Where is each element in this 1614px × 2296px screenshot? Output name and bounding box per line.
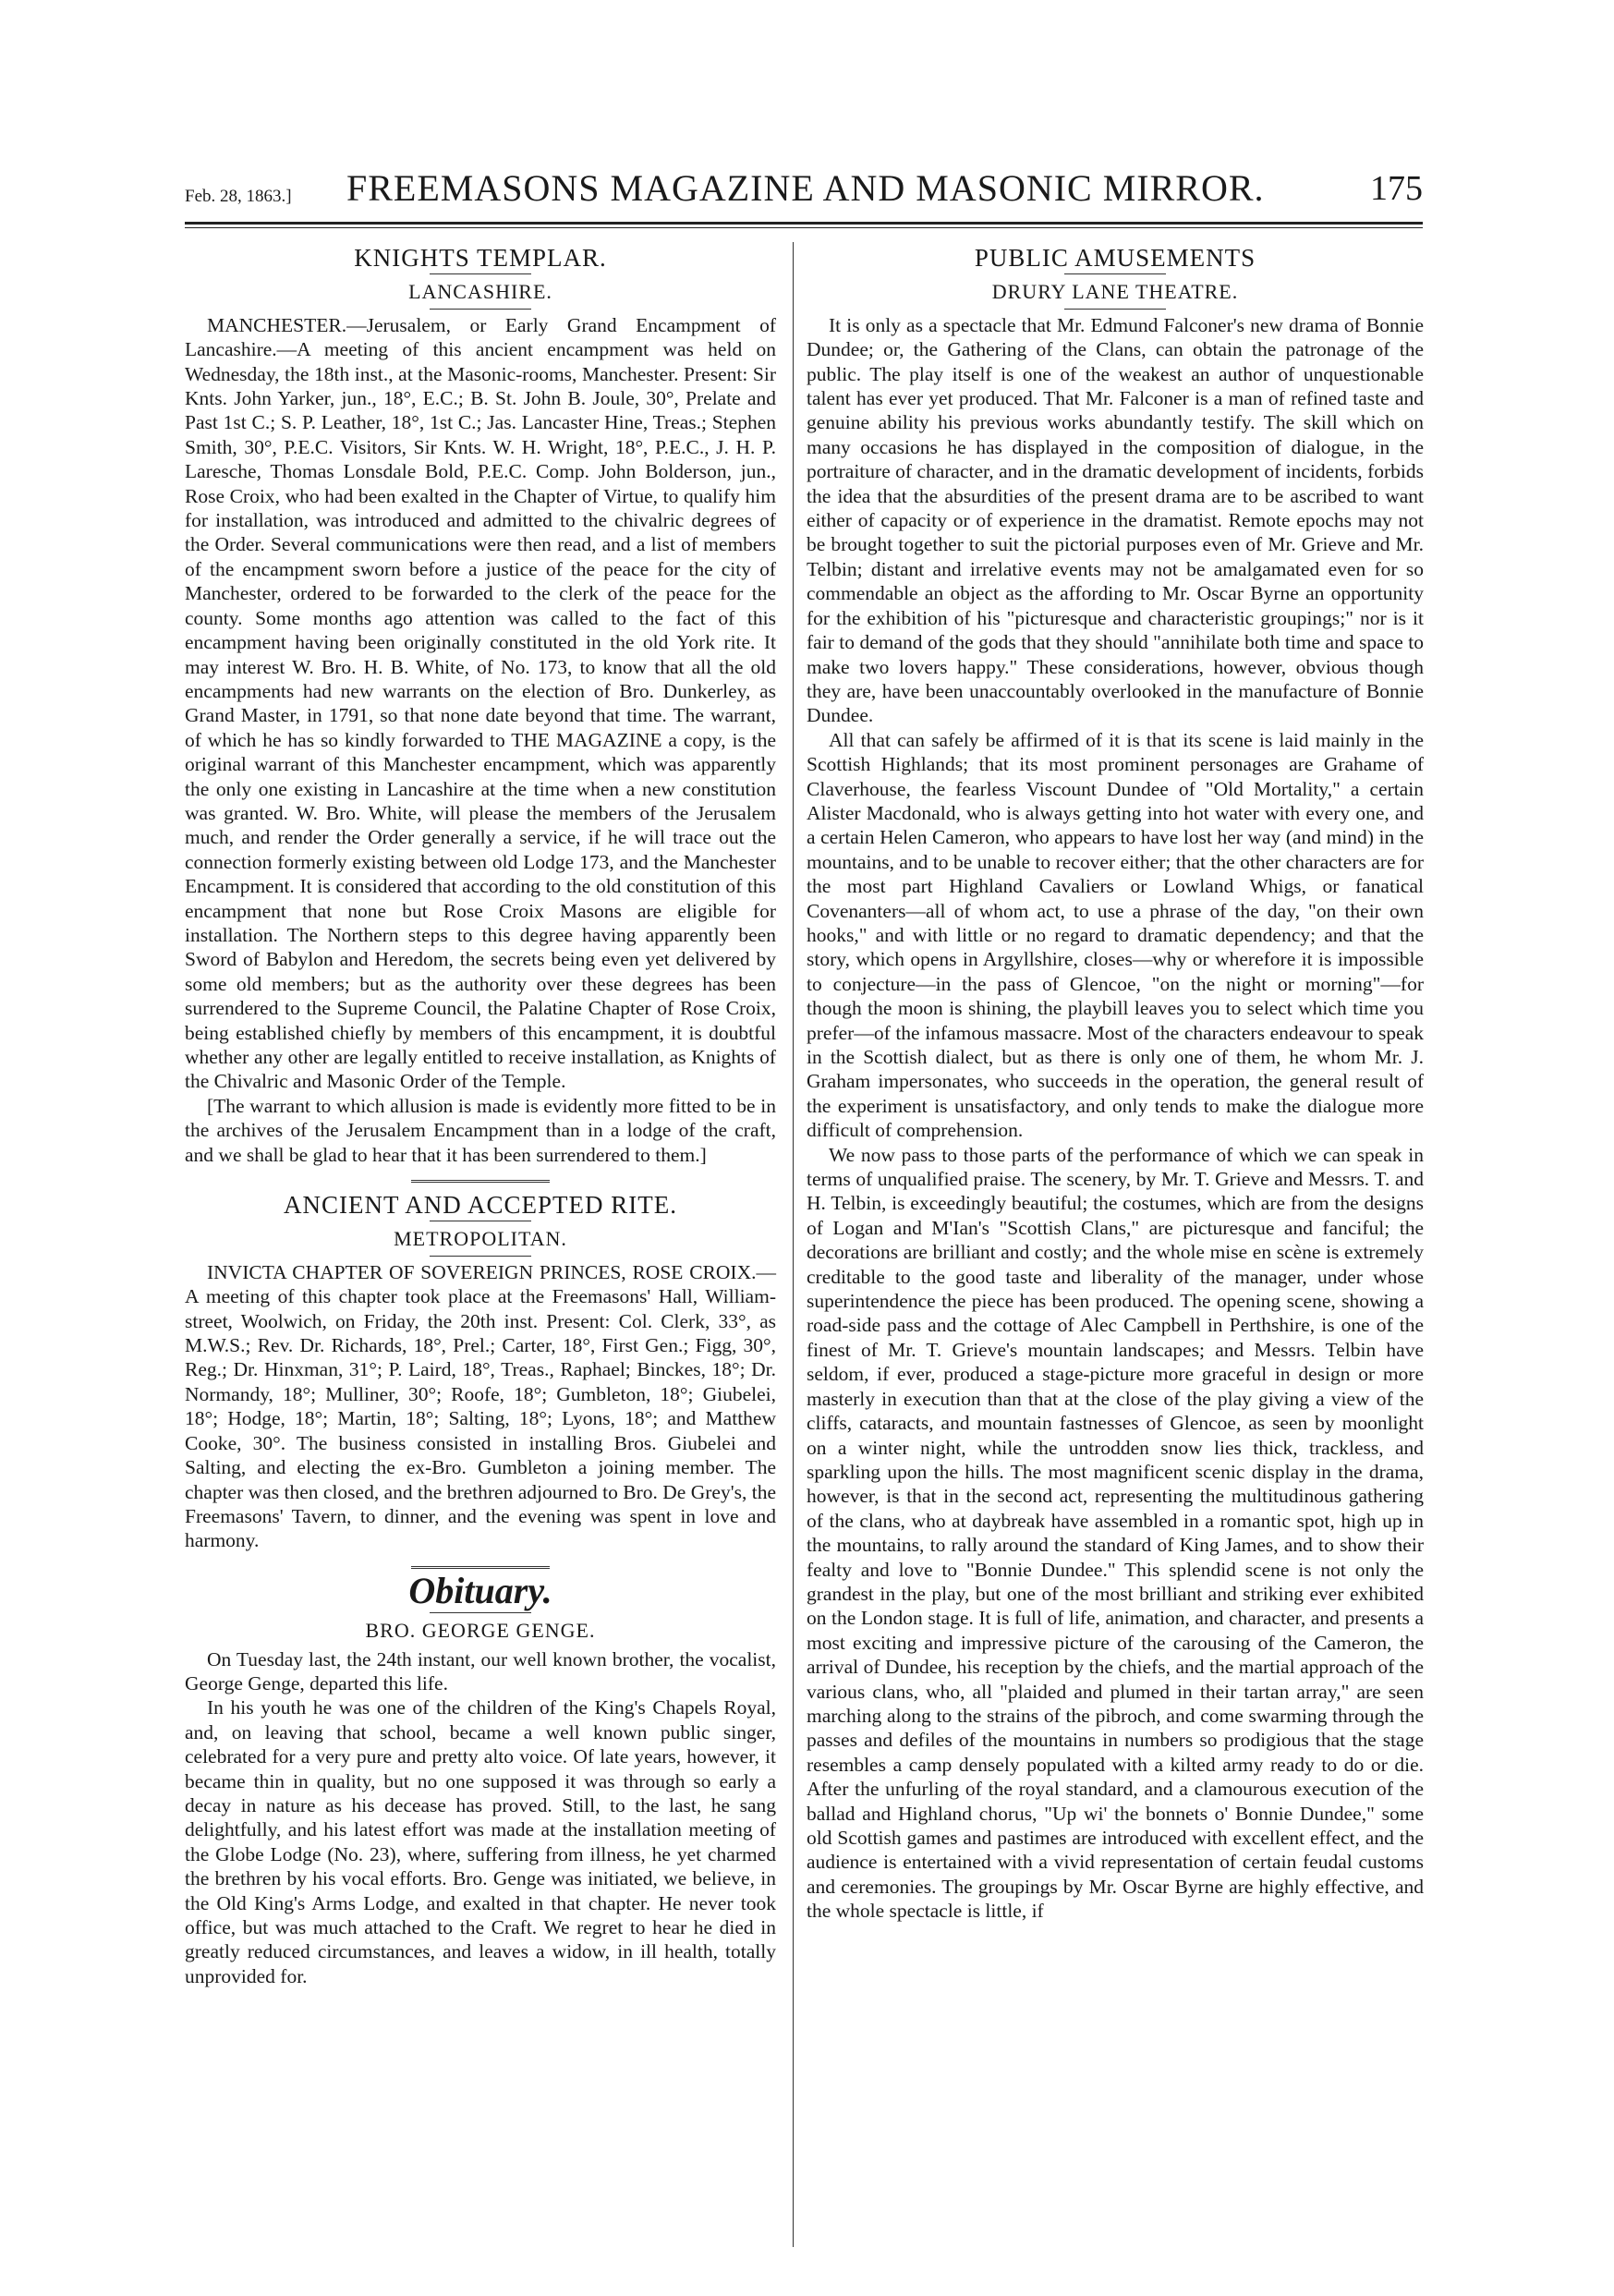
obituary-article [185, 1569, 776, 1989]
paragraph: We now pass to those parts of the performance of which we can speak in terms of unqualified praise. The scenery, by Mr. T. Grieve and Messrs. T. and H. Telbin, is exceedingly beautiful; the costumes, which are from the designs of Logan and M'Ian's "Scottish Clans," are picturesque and fanciful; the decorations are brilliant and costly; and the whole mise en scène is extremely creditable to the good taste and liberality of the manager, under whose superintendence the piece has been produced. The opening scene, showing a road-side pass and the cottage of Alec Campbell in Perthshire, is one of the finest of Mr. T. Grieve's mountain landscapes; and Messrs. Telbin have seldom, if ever, produced a stage-picture more graceful in design or more masterly in execution than that at the close of the play giving a view of the cliffs, cataracts, and mountain fastnesses of Glencoe, as seen by moonlight on a winter night, while the untrodden snow lies thick, trackless, and sparkling upon the hills. The most magnificent scenic display in the drama, however, is that in the second act, representing the multitudinous gathering of the clans, who at daybreak have assembled in a romantic spot, high up in the mountains, to rally around the standard of King James, and to show their fealty and love to "Bonnie Dundee." This splendid scene is not only the grandest in the play, but one of the most brilliant and striking ever exhibited on the London stage. It is full of life, animation, and character, and presents a most exciting and impressive picture of the carousing of the Cameron, the arrival of Dundee, his reception by the chiefs, and the martial approach of the various clans, who, all "plaided and plumed in their tartan array," are seen marching along to the strains of the pibroch, and come swarming through the passes and defiles of the mountains in numbers so prodigious that the stage resembles a camp densely populated with a kilted army ready to do or die. After the unfurling of the royal standard, and a clamourous execution of the ballad and Highland chorus, "Up wi' the bonnets o' Bonnie Dundee," some old Scottish games and pastimes are introduced with excellent effect, and the audience is entertained with a vivid representation of certain feudal customs and ceremonies. The groupings by Mr. Oscar Byrne are highly effective, and the whole spectacle is little, if [807, 1143, 1424, 1923]
publication-title: FREEMASONS MAGAZINE AND MASONIC MIRROR. [346, 167, 1265, 209]
header-rule [185, 222, 1423, 225]
issue-date: Feb. 28, 1863.] [185, 187, 292, 206]
paragraph: INVICTA CHAPTER OF SOVEREIGN PRINCES, ROSE CROIX.—A meeting of this chapter took place at the Freemasons' Hall, William-street, Woolwich, on Friday, the 20th inst. Present: Col. Clerk, 33°, as M.W.S.; Rev. Dr. Richards, 18°, Prel.; Carter, 18°, First Gen.; Figg, 30°, Reg.; Dr. Hinxman, 31°; P. Laird, 18°, Treas., Raphael; Binckes, 18°; Dr. Normandy, 18°; Mulliner, 30°; Roofe, 18°; Gumbleton, 18°; Giubelei, 18°; Hodge, 18°; Martin, 18°; Salting, 18°; Lyons, 18°; and Matthew Cooke, 30°. The business consisted in installing Bros. Giubelei and Salting, and electing the ex-Bro. Gumbleton a joining member. The chapter was then closed, and the brethren adjourned to Bro. De Grey's, the Freemasons' Tavern, to dinner, and the evening was spent in love and harmony. [185, 1260, 776, 1552]
paragraph: [The warrant to which allusion is made is evidently more fitted to be in the archives of the Jerusalem Encampment than in a lodge of the craft, and we shall be glad to hear that it has been surrendered to them.] [185, 1094, 776, 1166]
paragraph: MANCHESTER.—Jerusalem, or Early Grand Encampment of Lancashire.—A meeting of this ancient encampment was held on Wednesday, the 18th inst., at the Masonic-rooms, Manchester. Present: Sir Knts. John Yarker, jun., 18°, E.C.; B. St. John B. Joule, 30°, Prelate and Past 1st C.; S. P. Leather, 18°, 1st C.; Jas. Lancaster Hine, Treas.; Stephen Smith, 30°, P.E.C. Visitors, Sir Knts. W. H. Wright, 18°, P.E.C., J. H. P. Laresche, Thomas Lonsdale Bold, P.E.C. Comp. John Bolderson, jun., Rose Croix, who had been exalted in the Chapter of Virtue, to qualify him for installation, was introduced and admitted to the chivalric degrees of the Order. Several communications were then read, and a list of members of the encampment sworn before a justice of the peace for the city of Manchester, ordered to be forwarded to the clerk of the peace for the county. Some months ago attention was called to the fact of this encampment having been originally constituted in the old York rite. It may interest W. Bro. H. B. White, of No. 173, to know that all the old encampments had new warrants on the election of Bro. Dunkerley, as Grand Master, in 1791, so that none date beyond that time. The warrant, of which he has so kindly forwarded to THE MAGAZINE a copy, is the original warrant of this Manchester encampment, which was apparently the only one existing in Lancashire at the time when a new constitution was granted. W. Bro. White, will please the members of the Jerusalem much, and render the Order generally a service, if he will trace out the connection formerly existing between old Lodge 173, and the Manchester Encampment. It is considered that according to the old constitution of this encampment that none but Rose Croix Masons are eligible for installation. The Northern steps to this degree having apparently been Sword of Babylon and Heredom, the secrets being even yet delivered by some old members; but as the authority over these degrees has been surrendered to the Supreme Council, the Palatine Chapter of Rose Croix, being established chiefly by members of this encampment, it is doubtful whether any other are legally entitled to receive installation, as Knights of the Chivalric and Masonic Order of the Temple. [185, 313, 776, 1093]
column-divider [793, 242, 794, 2247]
page-number: 175 [1370, 169, 1423, 208]
subheading: LANCASHIRE. [408, 280, 552, 304]
section-heading: Obituary. [408, 1569, 552, 1611]
paragraph: All that can safely be affirmed of it is that its scene is laid mainly in the Scottish Highlands; that its most prominent personages are Grahame of Claverhouse, the fearless Viscount Dundee of "Old Mortality," a certain Alister Macdonald, who is always getting into hot water with every one, and a certain Helen Cameron, who appears to have lost her way (and mind) in the mountains, and to be unable to recover either; that the other characters are for the most part Highland Cavaliers or Lowland Whigs, or fanatical Covenanters—all of whom act, to use a phrase of the day, "on their own hooks," and with little or no regard to dramatic dependency; and that the story, which opens in Argyllshire, closes—why or wherefore it is impossible to conjecture—in the pass of Glencoe, "on the night or morning"—for though the moon is shining, the playbill leaves you to select which time you prefer—of the infamous massacre. Most of the characters endeavour to speak in the Scottish dialect, but as there is only one of them, he whom Mr. J. Graham impersonates, who succeeds in the operation, the general result of the experiment is unsatisfactory, and only tends to make the dialogue more difficult of comprehension. [807, 728, 1424, 1142]
divider [1064, 309, 1166, 310]
section-heading: KNIGHTS TEMPLAR. [354, 244, 607, 272]
paragraph: On Tuesday last, the 24th instant, our well known brother, the vocalist, George Genge, departed this life. [185, 1647, 776, 1695]
subheading: METROPOLITAN. [394, 1227, 567, 1251]
divider [430, 1612, 531, 1613]
right-column [807, 238, 1424, 1924]
divider [1064, 273, 1166, 274]
divider [430, 1256, 531, 1257]
paragraph: In his youth he was one of the children of the King's Chapels Royal, and, on leaving that school, became a well known public singer, celebrated for a very pure and pretty alto voice. Of late years, however, it became thin in quality, but no one supposed it was through so early a decay in nature as his decease has proved. Still, to the last, he sang delightfully, and his latest effort was made at the installation meeting of the Globe Lodge (No. 23), where, suffering from illness, he yet charmed the brethren by his vocal efforts. Bro. Genge was initiated, we believe, in the Old King's Arms Lodge, and exalted in that chapter. He never took office, but was much attached to the Craft. We regret to hear he died in greatly reduced circumstances, and leaves a widow, in ill health, totally unprovided for. [185, 1696, 776, 1987]
section-heading: PUBLIC AMUSEMENTS [974, 244, 1256, 272]
divider [430, 273, 531, 274]
subheading: BRO. GEORGE GENGE. [365, 1619, 596, 1643]
left-column [185, 238, 776, 1988]
header-rule-thin [185, 227, 1423, 228]
section-heading: ANCIENT AND ACCEPTED RITE. [283, 1191, 677, 1220]
divider [430, 309, 531, 310]
paragraph: It is only as a spectacle that Mr. Edmund Falconer's new drama of Bonnie Dundee; or, the Gathering of the Clans, can obtain the patronage of the public. The play itself is one of the weakest an author of unquestionable talent has ever yet produced. That Mr. Falconer is a man of refined taste and genuine ability his previous works abundantly testify. The skill which on many occasions he has displayed in the composition of dialogue, in the portraiture of character, and in the dramatic development of incidents, forbids the idea that the absurdities of the present drama are to be ascribed to want either of capacity or of experience in the dramatist. Remote epochs may not be brought together to suit the pictorial purposes even of Mr. Grieve and Mr. Telbin; distant and irrelative events may not be amalgamated even for so commendable an object as the affording to Mr. Oscar Byrne an opportunity for the exhibition of his "picturesque and characteristic groupings;" nor is it fair to demand of the gods that they should "annihilate both time and space to make two lovers happy." These considerations, however, obvious though they are, have been unaccountably overlooked in the manufacture of Bonnie Dundee. [807, 313, 1424, 727]
divider [411, 1180, 550, 1185]
page-header [185, 166, 1423, 213]
subheading: DRURY LANE THEATRE. [991, 280, 1239, 304]
knights-templar-article [185, 246, 776, 1167]
ancient-accepted-rite-article [185, 1193, 776, 1553]
